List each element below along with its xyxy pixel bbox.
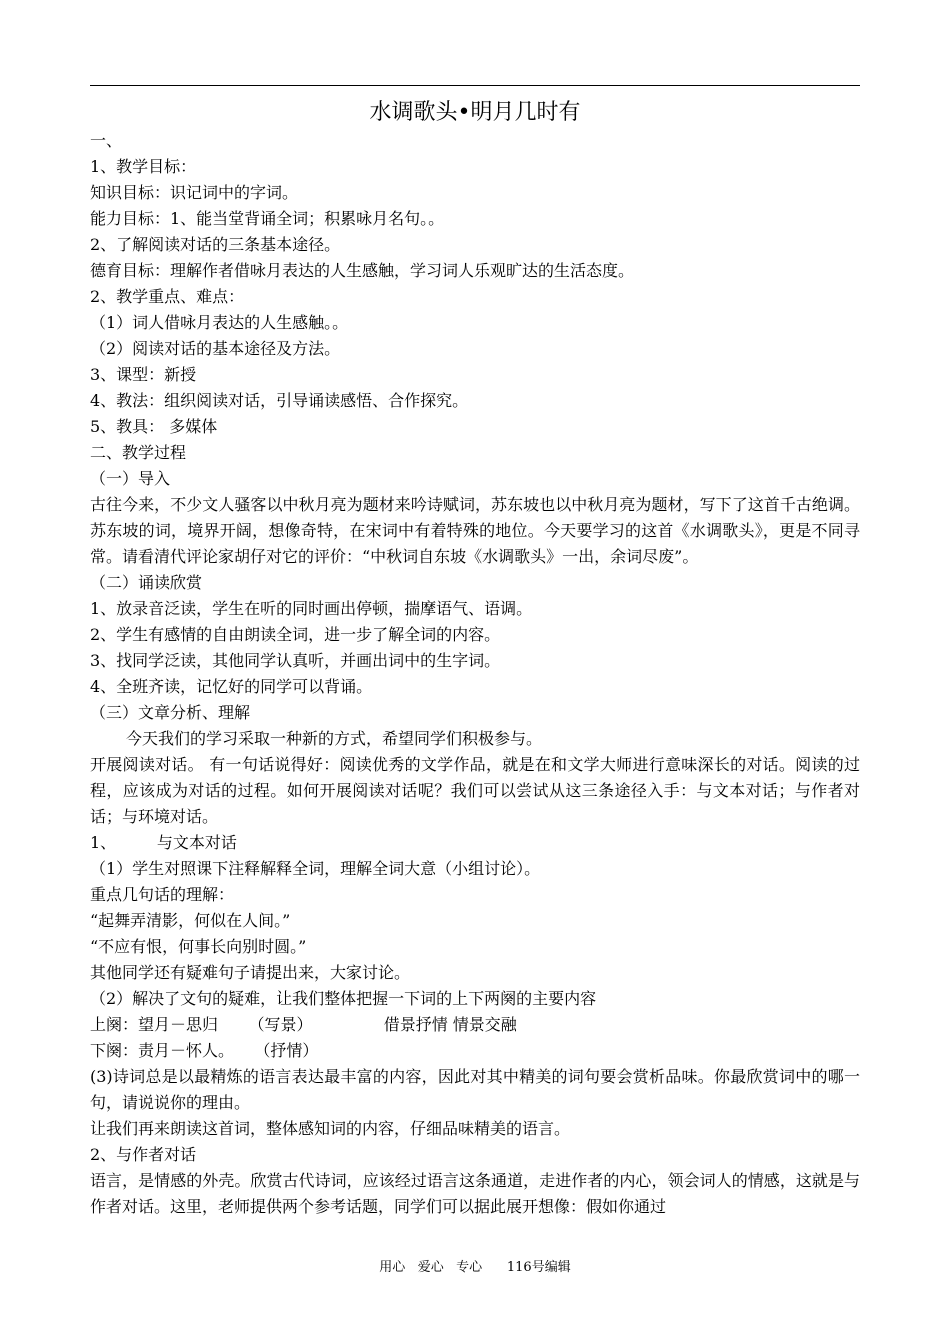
- text-line: 能力目标：1、能当堂背诵全词；积累咏月名句。。: [90, 209, 445, 228]
- appreciation-paragraph: (3)诗词总是以最精炼的语言表达最丰富的内容，因此对其中精美的词句要会赏析品味。你最欣赏词中的哪一句，请说说你的理由。: [90, 1067, 860, 1112]
- text-line: （2）解决了文句的疑难，让我们整体把握一下词的上下两阕的主要内容: [90, 989, 597, 1008]
- author-dialogue-paragraph: 语言，是情感的外壳。欣赏古代诗词，应该经过语言这条通道，走进作者的内心，领会词人的情感，这就是与作者对话。这里，老师提供两个参考话题，同学们可以据此展开想像：假如你通过: [90, 1171, 860, 1216]
- subsection-heading: （三）文章分析、理解: [90, 703, 251, 722]
- subsection-heading: （一）导入: [90, 469, 171, 488]
- text-line: 1、放录音泛读，学生在听的同时画出停顿，揣摩语气、语调。: [90, 599, 533, 618]
- text-line: 其他同学还有疑难句子请提出来，大家讨论。: [90, 963, 411, 982]
- text-line: 今天我们的学习采取一种新的方式，希望同学们积极参与。: [126, 729, 543, 748]
- text-line: 下阕：责月－怀人。 （抒情）: [90, 1041, 319, 1060]
- text-line: 让我们再来朗读这首词，整体感知词的内容，仔细品味精美的语言。: [90, 1119, 571, 1138]
- page-footer: 用心 爱心 专心 116号编辑: [379, 1260, 571, 1275]
- quote-line: “起舞弄清影，何似在人间。”: [90, 911, 291, 930]
- text-line: 上阕：望月－思归 （写景） 借景抒情 情景交融: [90, 1015, 517, 1034]
- text-line: 3、课型：新授: [90, 365, 197, 384]
- text-line: 2、了解阅读对话的三条基本途径。: [90, 235, 341, 254]
- section-heading: 二、教学过程: [90, 443, 187, 462]
- text-line: 重点几句话的理解：: [90, 885, 235, 904]
- document-body: [90, 128, 860, 1220]
- text-line: 4、全班齐读，记忆好的同学可以背诵。: [90, 677, 373, 696]
- quote-line: “不应有恨，何事长向别时圆。”: [90, 937, 307, 956]
- text-line: 2、与作者对话: [90, 1145, 197, 1164]
- subsection-heading: （二）诵读欣赏: [90, 573, 203, 592]
- text-line: 知识目标：识记词中的字词。: [90, 183, 299, 202]
- text-line: 3、找同学泛读，其他同学认真听，并画出词中的生字词。: [90, 651, 501, 670]
- document-title: 水调歌头•明月几时有: [369, 100, 581, 125]
- text-line: （1）学生对照课下注释解释全词，理解全词大意（小组讨论）。: [90, 859, 541, 878]
- text-line: 5、教具： 多媒体: [90, 417, 218, 436]
- text-line: 4、教法：组织阅读对话，引导诵读感悟、合作探究。: [90, 391, 469, 410]
- text-line: 2、学生有感情的自由朗读全词，进一步了解全词的内容。: [90, 625, 501, 644]
- text-line: （2）阅读对话的基本途径及方法。: [90, 339, 341, 358]
- text-line: 1、 与文本对话: [90, 833, 237, 852]
- text-line: 德育目标：理解作者借咏月表达的人生感触，学习词人乐观旷达的生活态度。: [90, 261, 635, 280]
- section-heading: 一、: [90, 131, 123, 150]
- dialogue-paragraph: 开展阅读对话。 有一句话说得好：阅读优秀的文学作品，就是在和文学大师进行意味深长的对话。阅读的过程，应该成为对话的过程。如何开展阅读对话呢？我们可以尝试从这三条途径入手：与文本对话；与作者对话；与环境对话。: [90, 755, 860, 826]
- text-line: 2、教学重点、难点：: [90, 287, 245, 306]
- header-rule: [90, 85, 860, 86]
- text-line: 1、教学目标：: [90, 157, 197, 176]
- intro-paragraph: 古往今来，不少文人骚客以中秋月亮为题材来吟诗赋词，苏东坡也以中秋月亮为题材，写下了这首千古绝调。苏东坡的词，境界开阔，想像奇特，在宋词中有着特殊的地位。今天要学习的这首《水调歌头》，更是不同寻常。请看清代评论家胡仔对它的评价：“中秋词自东坡《水调歌头》一出，余词尽废”。: [90, 495, 860, 566]
- text-line: （1）词人借咏月表达的人生感触。。: [90, 313, 349, 332]
